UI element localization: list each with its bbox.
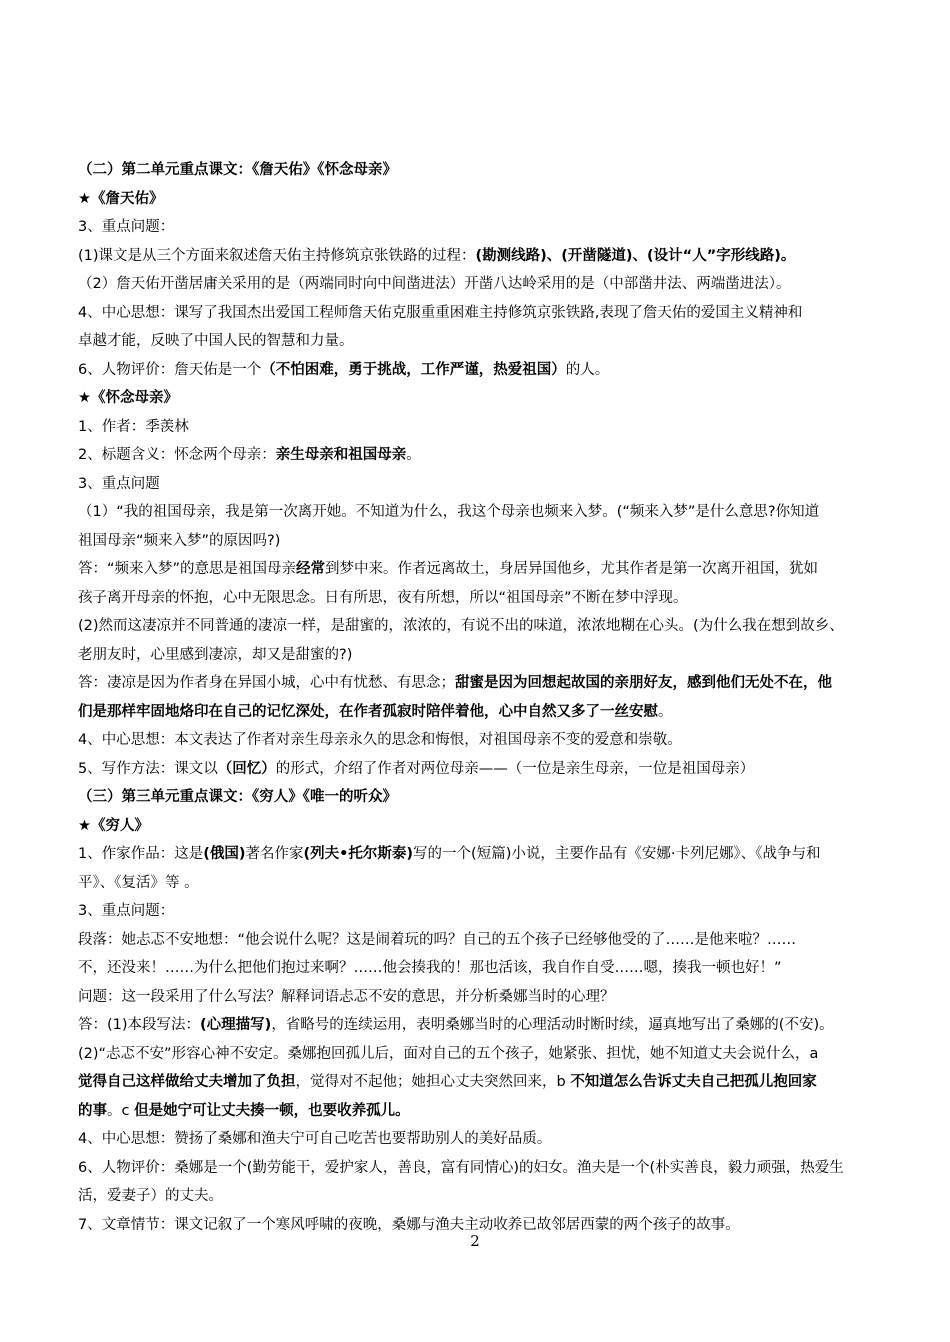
text-line <box>78 1154 913 1183</box>
text: (2)“忐忑不安”形容心神不安定。桑娜抱回孤儿后，面对自己的五个孩子，她紧张、担忧，她不知道丈夫会说什么，a <box>78 1045 819 1062</box>
text: (1)课文是从三个方面来叙述詹天佑主持修筑京张铁路的过程： <box>78 247 476 264</box>
text-line <box>78 584 913 613</box>
text: ，省略号的连续运用，表明桑娜当时的心理活动时断时续，逼真地写出了桑娜的(不安)。 <box>271 1017 834 1033</box>
text: 活，爱妻子）的丈夫。 <box>78 1188 223 1204</box>
text: 6、人物评价：桑娜是一个(勤劳能干，爱护家人，善良，富有同情心)的妇女。渔夫是一个(朴实善良，毅力顽强，热爱生 <box>78 1159 844 1176</box>
text-line <box>78 812 913 841</box>
text-line <box>78 983 913 1012</box>
text: 3、重点问题 <box>78 475 160 492</box>
bold-text: (心理描写) <box>200 1017 272 1033</box>
text: 孩子离开母亲的怀抱，心中无限思念。日有所思，夜有所想，所以“祖国母亲”不断在梦中浮现。 <box>78 589 688 606</box>
text: 到梦中来。作者远离故土，身居异国他乡，尤其作者是第一次离开祖国，犹如 <box>325 561 819 577</box>
text-line <box>78 441 913 470</box>
text-line <box>78 1011 913 1040</box>
text: 答：凄凉是因为作者身在异国小城，心中有忧愁、有思念； <box>78 675 455 691</box>
text: 答：(1)本段写法： <box>78 1017 201 1033</box>
text-line <box>78 470 913 499</box>
text-line <box>78 1125 913 1154</box>
bold-text: 们是那样牢固地烙印在自己的记忆深处，在作者孤寂时陪伴着他，心中自然又多了一丝安慰 <box>78 703 658 720</box>
text: 。 <box>406 447 421 463</box>
text: 5、写作方法：课文以 <box>78 760 218 777</box>
text: 3、重点问题： <box>78 219 175 235</box>
document-body <box>78 156 913 1239</box>
text: 老朋友时，心里感到凄凉，却又是甜蜜的?) <box>78 646 353 663</box>
bold-text: (勘测线路)、(开凿隧道)、(设计“人”字形线路)。 <box>475 247 796 264</box>
text: (2)然而这凄凉并不同普通的凄凉一样，是甜蜜的，浓浓的，有说不出的味道，浓浓地糊在心头。(为什么我在想到故乡、 <box>78 618 844 634</box>
bold-text: (列夫•托尔斯泰) <box>303 846 414 862</box>
text-line <box>78 356 913 385</box>
text: （1）“我的祖国母亲，我是第一次离开她。不知道为什么，我这个母亲也频来入梦。(“频来入梦”是什么意思?你知道 <box>78 504 820 520</box>
text-line <box>78 413 913 442</box>
text: 著名作家 <box>245 846 304 862</box>
text-line <box>78 299 913 328</box>
bold-text: ★《穷人》 <box>78 817 149 834</box>
text-line <box>78 527 913 556</box>
bold-text: 不知道怎么告诉丈夫自己把孤儿抱回家 <box>570 1074 817 1090</box>
text: 不，还没来！……为什么把他们抱过来啊？……他会揍我的！那也活该，我自作自受……嗯，揍我一顿也好！” <box>78 960 782 976</box>
text: 4、中心思想：本文表达了作者对亲生母亲永久的思念和悔恨，对祖国母亲不变的爱意和崇敬。 <box>78 732 682 748</box>
text: 4、中心思想：课写了我国杰出爱国工程师詹天佑克服重重困难主持修筑京张铁路,表现了詹天佑的爱国主义精神和 <box>78 304 803 321</box>
text: 。c <box>107 1102 135 1119</box>
text: 段落：她忐忑不安地想：“他会说什么呢？这是闹着玩的吗？自己的五个孩子已经够他受的了……是他来啦？…… <box>78 931 797 948</box>
text-line <box>78 698 913 727</box>
text: 4、中心思想：赞扬了桑娜和渔夫宁可自己吃苦也要帮助别人的美好品质。 <box>78 1131 552 1147</box>
text-line <box>78 897 913 926</box>
text: 写的一个(短篇)小说，主要作品有《安娜·卡列尼娜》、《战争与和 <box>413 846 821 862</box>
text-line <box>78 641 913 670</box>
text: 2、标题含义：怀念两个母亲： <box>78 447 276 463</box>
text-line <box>78 612 913 641</box>
text-line <box>78 869 913 898</box>
text-line <box>78 1040 913 1069</box>
bold-text: 甜蜜是因为回想起故国的亲朋好友，感到他们无处不在，他 <box>455 675 832 691</box>
text: 。 <box>658 703 673 720</box>
bold-text: 经常 <box>296 561 326 577</box>
text-line <box>78 755 913 784</box>
page-number: 2 <box>470 1232 480 1250</box>
text-line <box>78 926 913 955</box>
bold-text: 觉得自己这样做给丈夫增加了负担 <box>78 1074 296 1090</box>
text: 祖国母亲“频来入梦”的原因吗?) <box>78 532 281 549</box>
bold-text: (俄国) <box>203 846 246 862</box>
text-line <box>78 327 913 356</box>
text: 的人。 <box>565 361 610 378</box>
text: 卓越才能，反映了中国人民的智慧和力量。 <box>78 333 354 349</box>
text: 1、作者：季羡林 <box>78 418 189 435</box>
text-line <box>78 242 913 271</box>
text: 6、人物评价：詹天佑是一个 <box>78 361 262 378</box>
text-line <box>78 185 913 214</box>
text-line <box>78 270 913 299</box>
text: 的形式，介绍了作者对两位母亲——（一位是亲生母亲，一位是祖国母亲） <box>275 760 755 777</box>
text-line <box>78 213 913 242</box>
bold-text: ★《詹天佑》 <box>78 190 164 207</box>
text: （2）詹天佑开凿居庸关采用的是（两端同时向中间凿进法）开凿八达岭采用的是（中部凿井法、两端凿进法）。 <box>78 276 791 292</box>
text-line <box>78 498 913 527</box>
text: ，觉得对不起他；她担心丈夫突然回来，b <box>295 1074 571 1090</box>
text-line <box>78 156 913 185</box>
text: 3、重点问题： <box>78 903 175 919</box>
text-line <box>78 726 913 755</box>
bold-text: 亲生母亲和祖国母亲 <box>275 447 407 463</box>
bold-text: ★《怀念母亲》 <box>78 390 178 406</box>
bold-text: 的事 <box>78 1102 107 1119</box>
text-line <box>78 1182 913 1211</box>
text: 7、文章情节：课文记叙了一个寒风呼啸的夜晚，桑娜与渔夫主动收养已故邻居西蒙的两个孩子的故事。 <box>78 1216 740 1233</box>
text-line <box>78 555 913 584</box>
text-line <box>78 669 913 698</box>
text-line <box>78 783 913 812</box>
text-line <box>78 1068 913 1097</box>
bold-text: （二）第二单元重点课文：《詹天佑》《怀念母亲》 <box>78 162 397 178</box>
bold-text: （三）第三单元重点课文：《穷人》《唯一的听众》 <box>78 789 397 805</box>
text: 问题：这一段采用了什么写法？解释词语忐忑不安的意思，并分析桑娜当时的心理？ <box>78 988 615 1005</box>
text: 答：“频来入梦”的意思是祖国母亲 <box>78 561 297 577</box>
text-line <box>78 954 913 983</box>
bold-text: 但是她宁可让丈夫揍一顿，也要收养孤儿。 <box>134 1102 410 1119</box>
text: 平》、《复活》等 。 <box>78 874 199 891</box>
text-line <box>78 1097 913 1126</box>
bold-text: （不怕困难，勇于挑战，工作严谨，热爱祖国） <box>261 361 566 378</box>
text-line <box>78 384 913 413</box>
bold-text: （回忆） <box>217 760 276 777</box>
text-line <box>78 840 913 869</box>
text: 1、作家作品：这是 <box>78 846 204 862</box>
